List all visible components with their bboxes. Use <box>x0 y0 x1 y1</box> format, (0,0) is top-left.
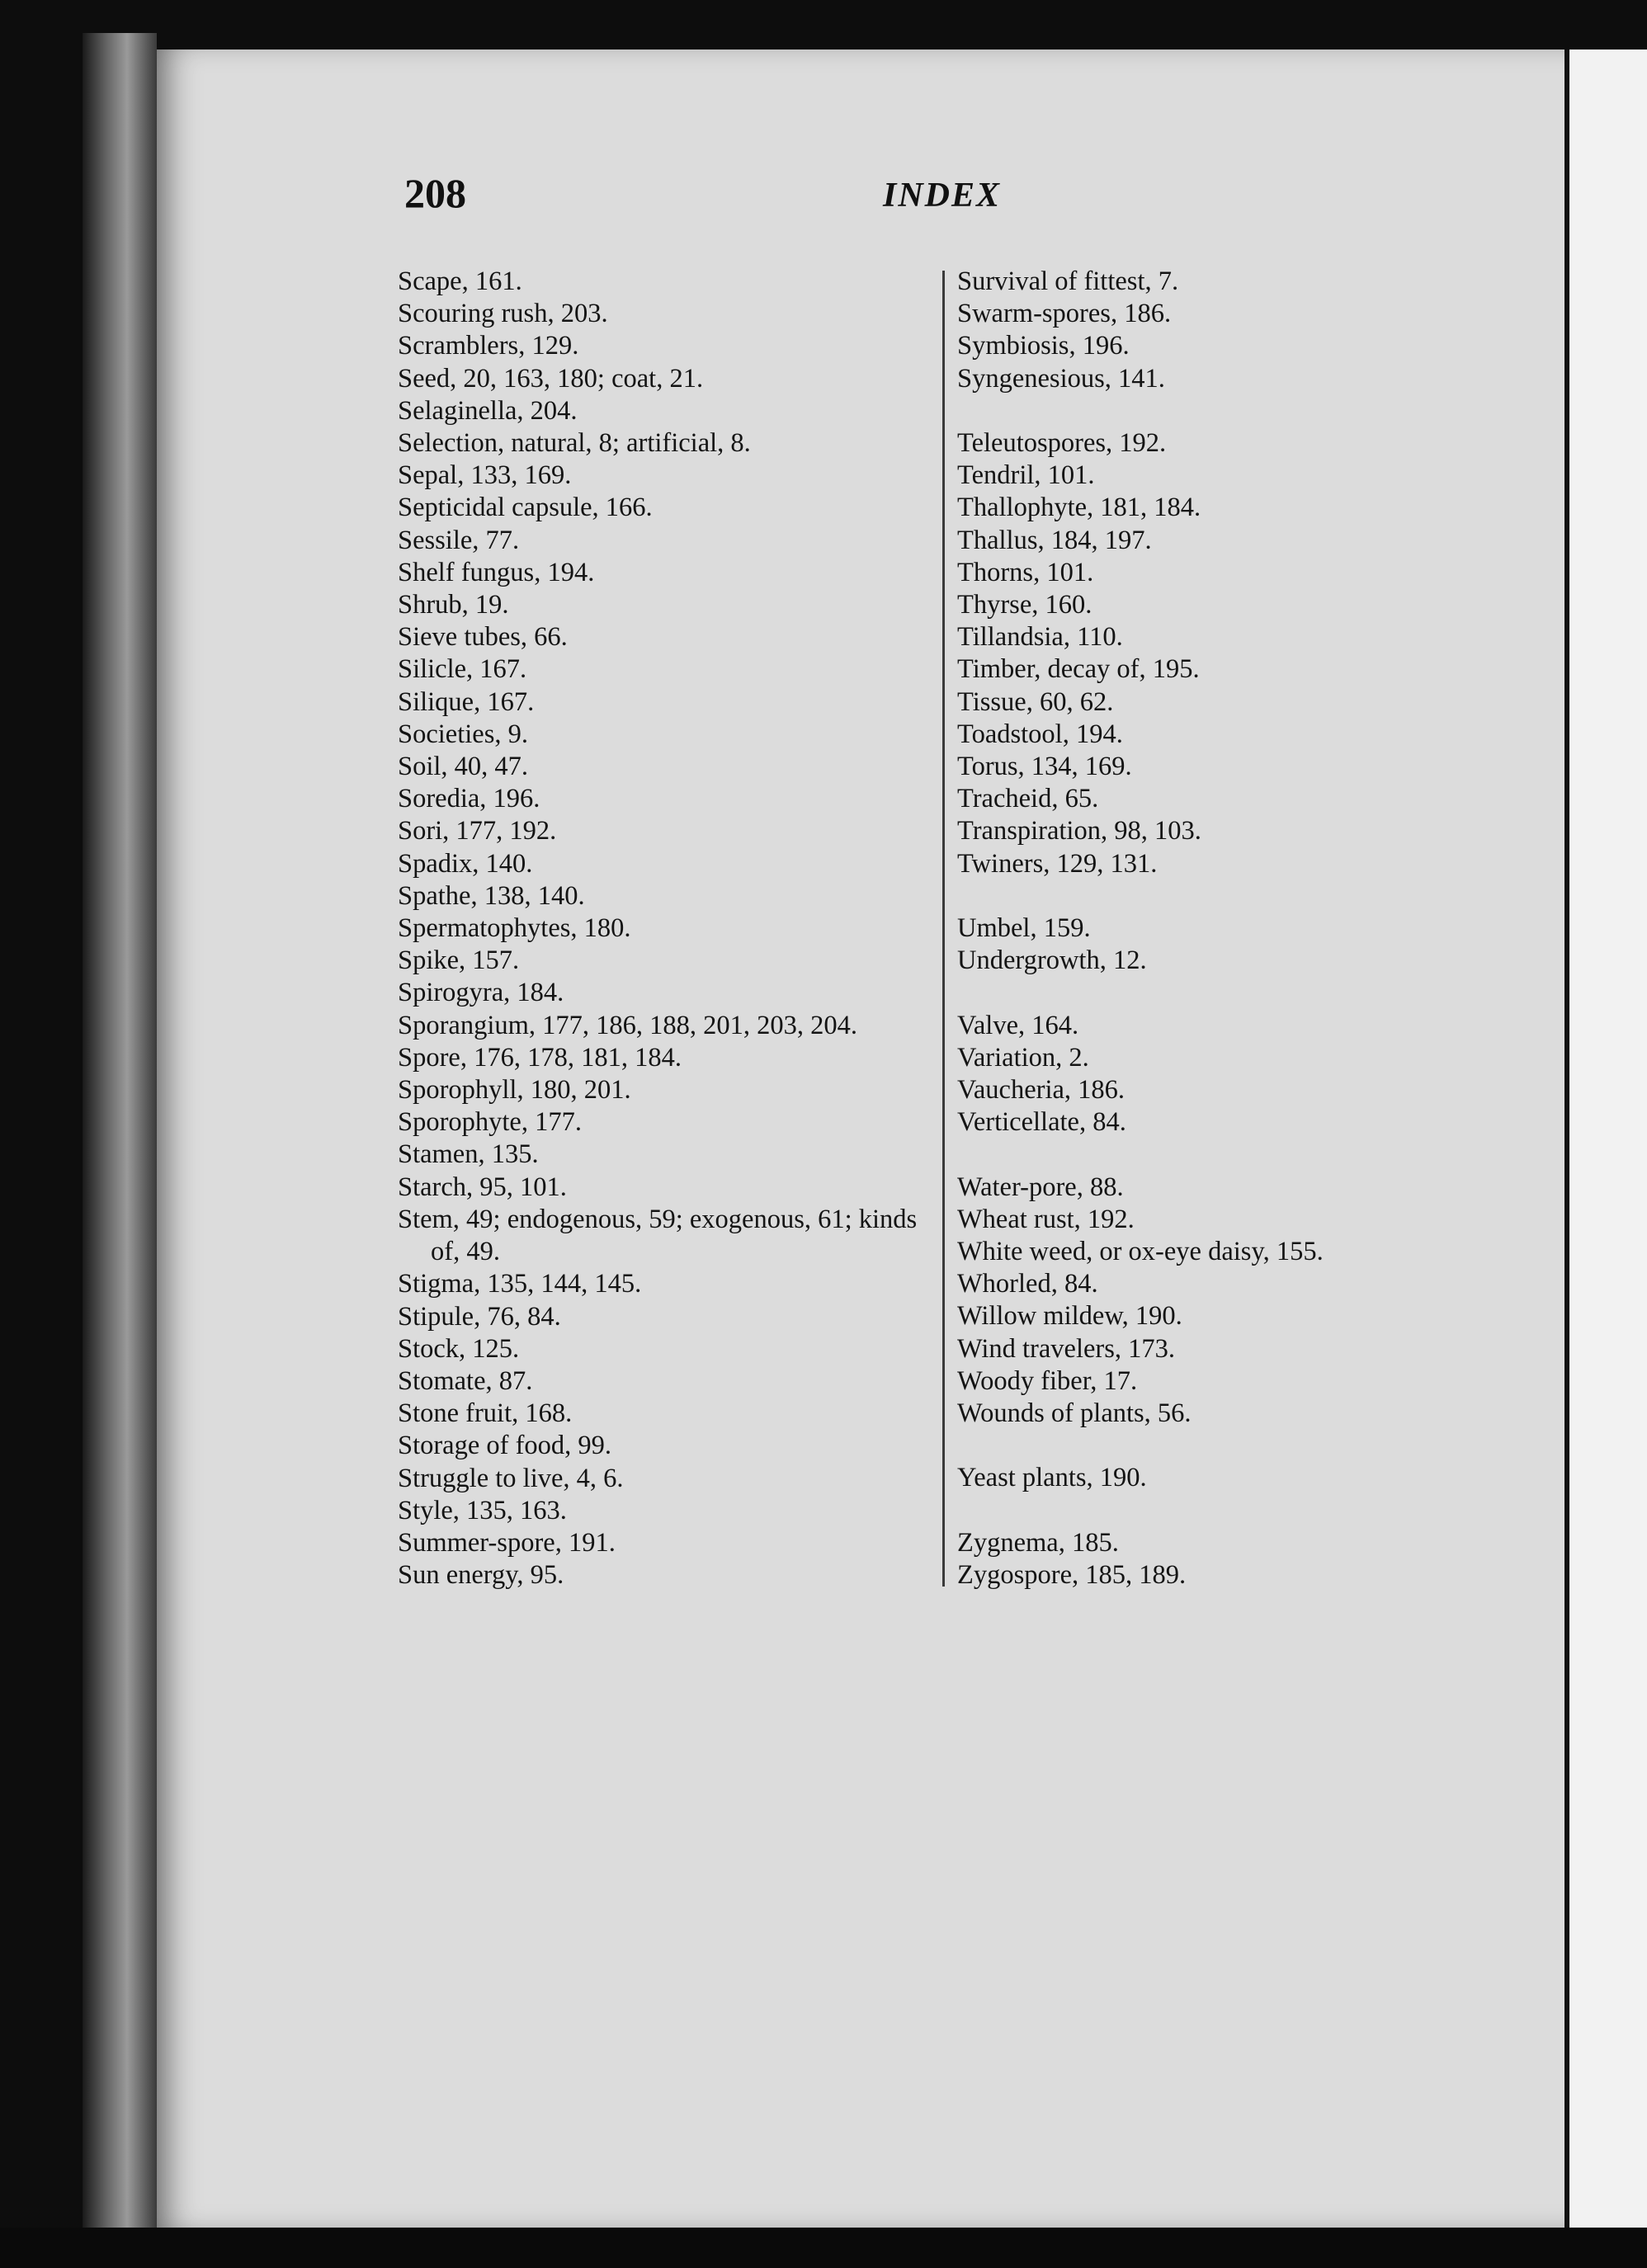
index-entry: Starch, 95, 101. <box>398 1172 567 1202</box>
index-entry: Whorled, 84. <box>957 1269 1098 1299</box>
index-entry: Survival of fittest, 7. <box>957 266 1179 296</box>
index-entry: Storage of food, 99. <box>398 1431 612 1461</box>
index-entry: Sori, 177, 192. <box>398 816 557 846</box>
index-entry: White weed, or ox-eye daisy, 155. <box>957 1237 1324 1267</box>
index-entry: Thallophyte, 181, 184. <box>957 493 1201 523</box>
index-entry: Tissue, 60, 62. <box>957 686 1114 717</box>
index-entry: Yeast plants, 190. <box>957 1463 1147 1493</box>
index-entry: Transpiration, 98, 103. <box>957 816 1201 846</box>
index-entry: Spadix, 140. <box>398 848 533 879</box>
index-entry: Vaucheria, 186. <box>957 1075 1126 1106</box>
index-entry: Woody fiber, 17. <box>957 1365 1138 1396</box>
index-group-y <box>957 1462 1535 1494</box>
index-entry: Sporangium, 177, 186, 188, 201, 203, 204. <box>398 1010 858 1040</box>
index-entry: Spathe, 138, 140. <box>398 880 585 911</box>
index-group-v <box>957 1010 1535 1139</box>
index-entry: Sepal, 133, 169. <box>398 460 572 491</box>
index-entry: Water-pore, 88. <box>957 1172 1124 1202</box>
index-entry: Undergrowth, 12. <box>957 945 1147 976</box>
book-gutter <box>83 33 157 2244</box>
index-group-z <box>957 1527 1535 1591</box>
index-entry: Spike, 157. <box>398 945 520 976</box>
index-entry: Thorns, 101. <box>957 557 1094 587</box>
facing-page-edge <box>1569 50 1647 2268</box>
index-entry: Selaginella, 204. <box>398 395 578 426</box>
index-entry: Stem, 49; endogenous, 59; exogenous, 61; kinds of, 49. <box>398 1204 918 1267</box>
index-entry: Selection, natural, 8; artificial, 8. <box>398 428 751 459</box>
index-entry: Willow mildew, 190. <box>957 1301 1182 1332</box>
index-entry: Scramblers, 129. <box>398 331 579 361</box>
index-entry: Soil, 40, 47. <box>398 752 529 782</box>
index-entry: Stone fruit, 168. <box>398 1398 573 1429</box>
index-column-left <box>398 266 934 1591</box>
index-entry: Timber, decay of, 195. <box>957 654 1200 685</box>
index-entry: Variation, 2. <box>957 1042 1089 1073</box>
index-entry: Zygnema, 185. <box>957 1527 1119 1558</box>
index-entry: Sporophyll, 180, 201. <box>398 1075 631 1106</box>
index-entry: Syngenesious, 141. <box>957 363 1165 394</box>
index-entry: Sessile, 77. <box>398 525 520 555</box>
group-spacer <box>957 1495 1535 1527</box>
index-entry: Twiners, 129, 131. <box>957 848 1158 879</box>
index-entry: Stigma, 135, 144, 145. <box>398 1269 642 1299</box>
index-entry: Stamen, 135. <box>398 1139 539 1170</box>
index-entry: Wheat rust, 192. <box>957 1204 1135 1234</box>
index-entry: Spirogyra, 184. <box>398 978 564 1008</box>
index-group-u <box>957 912 1535 977</box>
index-entry: Torus, 134, 169. <box>957 752 1132 782</box>
index-entry: Umbel, 159. <box>957 913 1091 944</box>
group-spacer <box>957 880 1535 912</box>
index-entry: Summer-spore, 191. <box>398 1527 616 1558</box>
index-entry: Wounds of plants, 56. <box>957 1398 1192 1429</box>
index-entry: Seed, 20, 163, 180; coat, 21. <box>398 363 704 394</box>
index-entry: Tracheid, 65. <box>957 784 1099 814</box>
index-column-right <box>957 266 1535 1591</box>
index-entry: Swarm-spores, 186. <box>957 299 1172 329</box>
index-entry: Thallus, 184, 197. <box>957 525 1152 555</box>
index-entry: Stomate, 87. <box>398 1365 533 1396</box>
index-entry: Sun energy, 95. <box>398 1560 564 1591</box>
index-entry: Sieve tubes, 66. <box>398 622 568 653</box>
index-entry: Scape, 161. <box>398 266 522 296</box>
index-entry: Silicle, 167. <box>398 654 527 685</box>
index-entry: Style, 135, 163. <box>398 1495 567 1525</box>
group-spacer <box>957 1430 1535 1462</box>
index-entry: Spore, 176, 178, 181, 184. <box>398 1042 682 1073</box>
page-number: 208 <box>404 170 466 216</box>
index-entry: Sporophyte, 177. <box>398 1107 582 1138</box>
index-entry: Spermatophytes, 180. <box>398 913 631 944</box>
index-entry: Soredia, 196. <box>398 784 540 814</box>
index-group-s <box>957 266 1535 395</box>
index-entry: Stock, 125. <box>398 1333 520 1364</box>
index-entry: Struggle to live, 4, 6. <box>398 1463 624 1493</box>
page-title: INDEX <box>883 177 1002 215</box>
index-entry: Silique, 167. <box>398 686 535 717</box>
index-group-w <box>957 1172 1535 1431</box>
index-entry: Wind travelers, 173. <box>957 1333 1176 1364</box>
index-entry: Septicidal capsule, 166. <box>398 493 653 523</box>
group-spacer <box>957 395 1535 427</box>
index-entry: Valve, 164. <box>957 1010 1079 1040</box>
index-entry: Thyrse, 160. <box>957 590 1092 620</box>
index-entry: Tillandsia, 110. <box>957 622 1123 653</box>
index-entry: Teleutospores, 192. <box>957 428 1167 458</box>
index-entry: Toadstool, 194. <box>957 719 1123 749</box>
index-entry: Scouring rush, 203. <box>398 299 608 329</box>
index-entry: Tendril, 101. <box>957 460 1095 491</box>
index-entry: Stipule, 76, 84. <box>398 1301 561 1332</box>
index-entry: Societies, 9. <box>398 719 528 749</box>
index-entry: Verticellate, 84. <box>957 1107 1126 1138</box>
scan-bottom-border <box>0 2228 1647 2268</box>
index-entry: Symbiosis, 196. <box>957 331 1130 361</box>
index-entry: Shelf fungus, 194. <box>398 557 595 587</box>
index-group-t <box>957 427 1535 880</box>
column-divider <box>942 271 945 1587</box>
group-spacer <box>957 1139 1535 1171</box>
index-entry: Zygospore, 185, 189. <box>957 1560 1187 1591</box>
group-spacer <box>957 977 1535 1009</box>
index-entry: Shrub, 19. <box>398 590 509 620</box>
